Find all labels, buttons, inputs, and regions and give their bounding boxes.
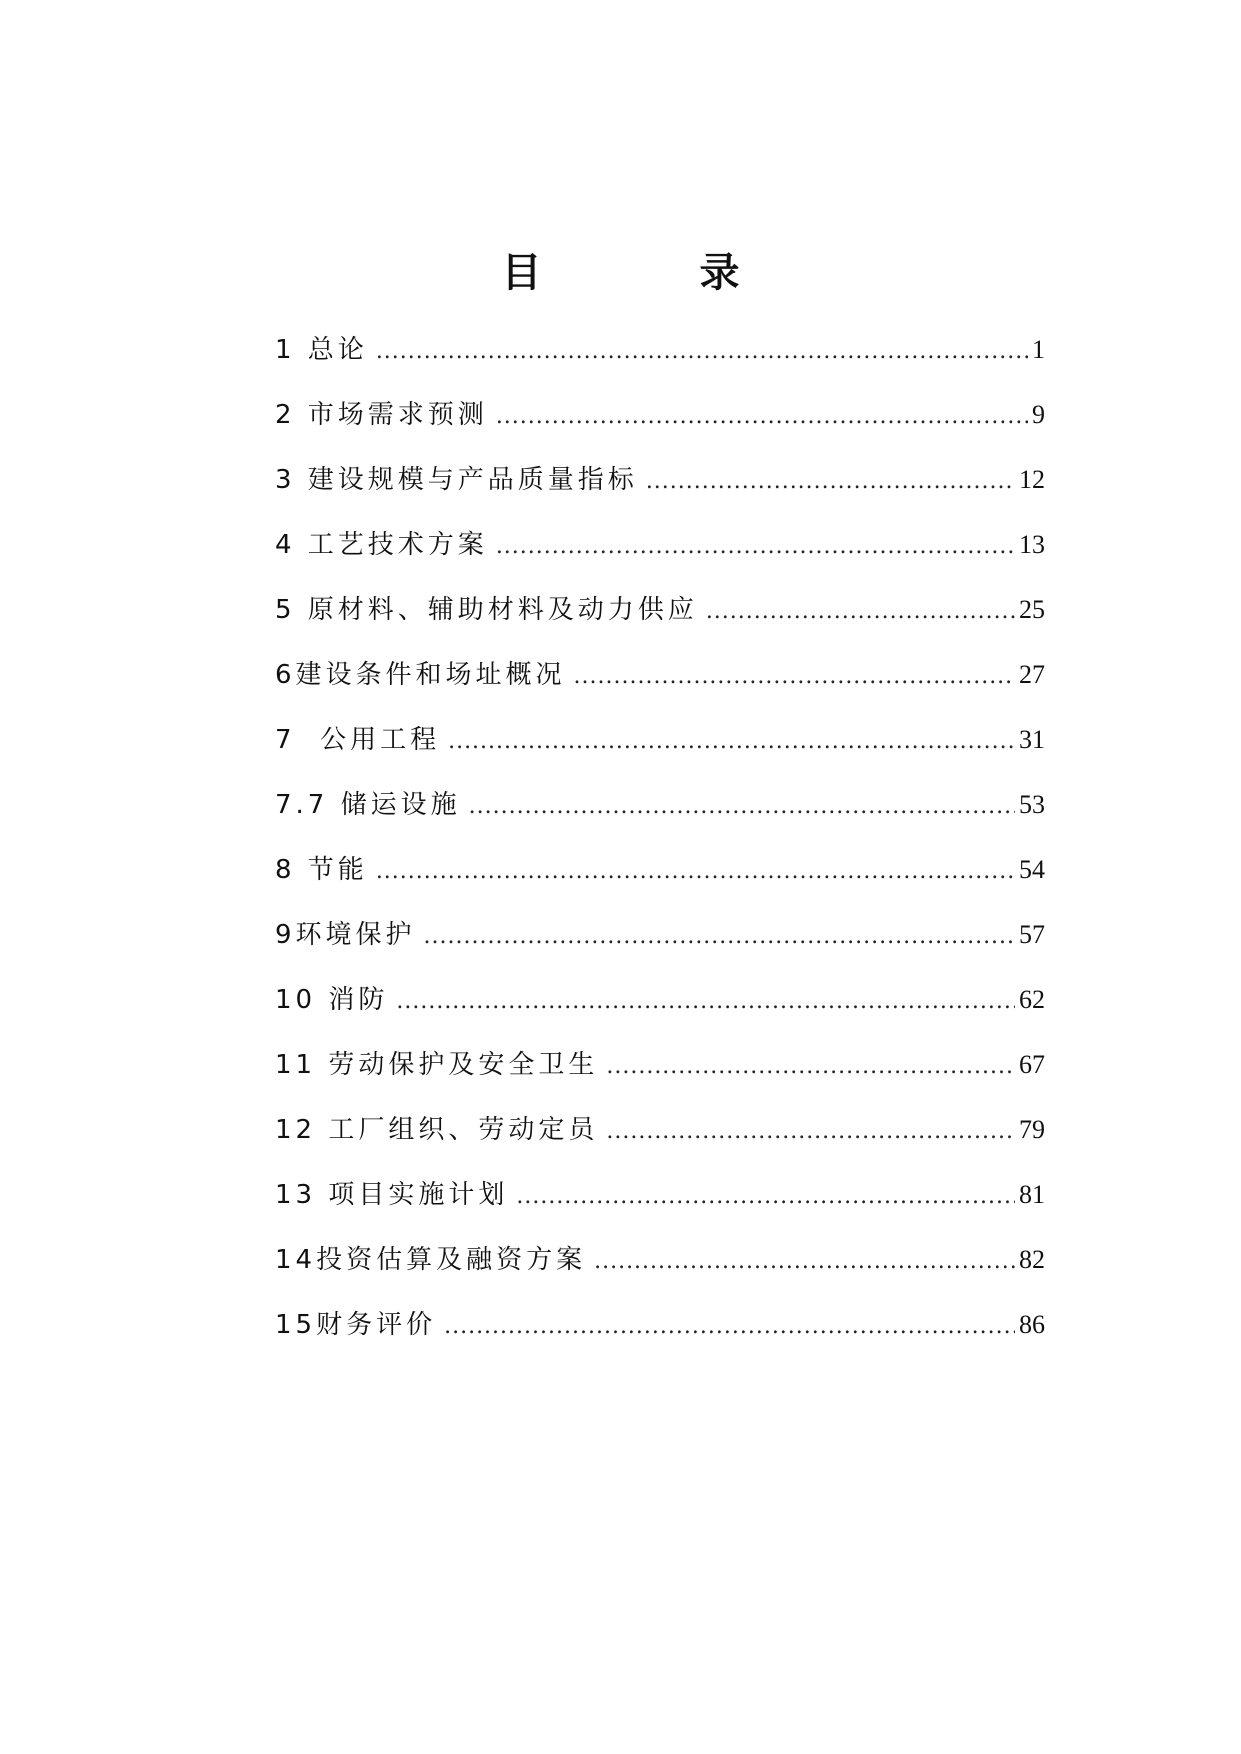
toc-entry-page: 13 <box>1019 530 1045 559</box>
toc-leader-dots <box>496 525 1015 569</box>
toc-entry-title: 14投资估算及融资方案 <box>275 1245 587 1275</box>
toc-entry-title: 12 工厂组织、劳动定员 <box>275 1115 599 1145</box>
toc-leader-dots <box>574 655 1015 699</box>
toc-entry[interactable] <box>275 588 1045 653</box>
toc-leader-dots <box>646 460 1015 504</box>
toc-entry[interactable] <box>275 393 1045 458</box>
toc-entry[interactable] <box>275 653 1045 718</box>
toc-leader-dots <box>594 1240 1015 1284</box>
toc-leader-dots <box>376 330 1028 374</box>
toc-leader-dots <box>376 850 1015 894</box>
toc-entry[interactable] <box>275 1238 1045 1303</box>
toc-entry-page: 12 <box>1019 465 1045 494</box>
toc-entry-page: 81 <box>1019 1180 1045 1209</box>
toc-entry-title: 8 节能 <box>275 855 368 885</box>
toc-entry-page: 53 <box>1019 790 1045 819</box>
toc-entry-title: 10 消防 <box>275 985 389 1015</box>
toc-entry-page: 25 <box>1019 595 1045 624</box>
toc-entry[interactable] <box>275 1043 1045 1108</box>
toc-leader-dots <box>516 1175 1015 1219</box>
toc-entry-page: 27 <box>1019 660 1045 689</box>
toc-entry[interactable] <box>275 328 1045 393</box>
toc-entry-page: 86 <box>1019 1310 1045 1339</box>
toc-entry[interactable] <box>275 1108 1045 1173</box>
toc-leader-dots <box>444 1305 1015 1349</box>
toc-entry-page: 31 <box>1019 725 1045 754</box>
toc-leader-dots <box>606 1045 1015 1089</box>
toc-entry[interactable] <box>275 1303 1045 1368</box>
toc-entry[interactable] <box>275 783 1045 848</box>
toc-entry-title: 15财务评价 <box>275 1310 437 1340</box>
toc-entry-page: 67 <box>1019 1050 1045 1079</box>
toc-entry[interactable] <box>275 458 1045 523</box>
toc-entry-title: 6建设条件和场址概况 <box>275 660 566 690</box>
toc-entry-page: 57 <box>1019 920 1045 949</box>
toc-leader-dots <box>496 395 1028 439</box>
toc-entry-page: 1 <box>1032 335 1045 364</box>
toc-entry[interactable] <box>275 718 1045 783</box>
toc-entry[interactable] <box>275 848 1045 913</box>
toc-leader-dots <box>448 720 1015 764</box>
toc-entry-title: 11 劳动保护及安全卫生 <box>275 1050 599 1080</box>
toc-entry-page: 62 <box>1019 985 1045 1014</box>
toc-leader-dots <box>396 980 1015 1024</box>
toc-entry-page: 79 <box>1019 1115 1045 1144</box>
toc-entry[interactable] <box>275 523 1045 588</box>
toc-entry-title: 4 工艺技术方案 <box>275 530 488 560</box>
toc-entry-page: 9 <box>1032 400 1045 429</box>
toc-entry[interactable] <box>275 978 1045 1043</box>
toc-title: 目 录 <box>501 249 812 296</box>
toc-entry[interactable] <box>275 913 1045 978</box>
toc-leader-dots <box>706 590 1015 634</box>
toc-entry-title: 3 建设规模与产品质量指标 <box>275 465 638 495</box>
toc-entry-title: 7 公用工程 <box>275 725 441 755</box>
toc-entry-title: 2 市场需求预测 <box>275 400 488 430</box>
toc-entry-title: 7.7 储运设施 <box>275 790 461 820</box>
toc-entry-title: 1 总论 <box>275 335 368 365</box>
toc-leader-dots <box>469 785 1015 829</box>
toc-leader-dots <box>424 915 1015 959</box>
toc-entry-page: 82 <box>1019 1245 1045 1274</box>
toc-leader-dots <box>606 1110 1015 1154</box>
toc-entry-title: 9环境保护 <box>275 920 416 950</box>
toc-entry-title: 13 项目实施计划 <box>275 1180 509 1210</box>
toc-entry-title: 5 原材料、辅助材料及动力供应 <box>275 595 698 625</box>
toc-entry[interactable] <box>275 1173 1045 1238</box>
toc-list <box>275 328 1045 1368</box>
toc-entry-page: 54 <box>1019 855 1045 884</box>
